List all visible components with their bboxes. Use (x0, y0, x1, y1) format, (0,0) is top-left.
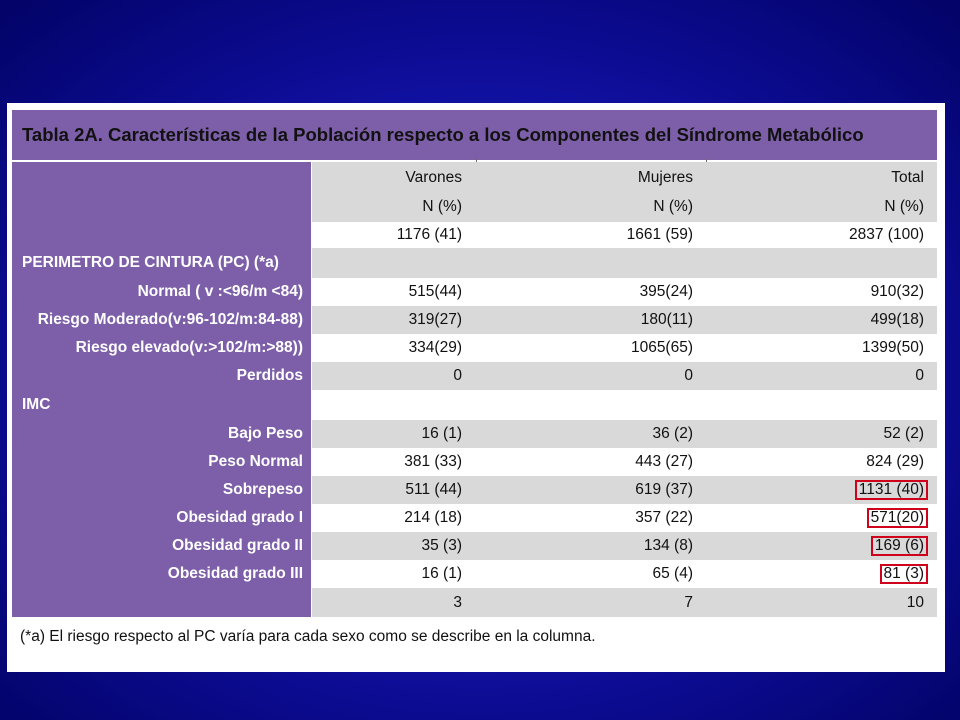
cell-mujeres (476, 248, 706, 278)
cell-varones: 35 (3) (312, 532, 476, 560)
section-row (12, 248, 937, 278)
cell-mujeres: 1065(65) (476, 334, 706, 362)
cell-total: 10 (706, 588, 937, 617)
row-label: Peso Normal (12, 448, 311, 476)
highlight-box: 81 (3) (880, 564, 929, 584)
highlight-box: 1131 (40) (855, 480, 928, 500)
table-row (12, 560, 937, 588)
section-row (12, 390, 937, 420)
column-unit: N (%) (653, 198, 693, 215)
title-bar (12, 110, 937, 160)
table-row (12, 448, 937, 476)
row-label: Normal ( v :<96/m <84) (12, 278, 311, 306)
header-total (706, 162, 937, 222)
table-row (12, 476, 937, 504)
section-label: PERIMETRO DE CINTURA (PC) (*a) (12, 248, 311, 278)
row-label: Obesidad grado III (12, 560, 311, 588)
table-row (12, 334, 937, 362)
cell-varones: 16 (1) (312, 560, 476, 588)
column-name: Mujeres (637, 169, 693, 186)
cell-varones: 511 (44) (312, 476, 476, 504)
column-unit: N (%) (884, 198, 924, 215)
cell-varones: 515(44) (312, 278, 476, 306)
row-label: Riesgo elevado(v:>102/m:>88)) (12, 334, 311, 362)
row-label: Bajo Peso (12, 420, 311, 448)
header-mujeres (476, 162, 706, 222)
row-label (12, 588, 311, 617)
cell-mujeres: 1661 (59) (476, 222, 706, 248)
column-name: Varones (405, 169, 462, 186)
section-label: IMC (12, 390, 311, 420)
cell-total (706, 532, 937, 560)
cell-mujeres: 134 (8) (476, 532, 706, 560)
cell-total: 52 (2) (706, 420, 937, 448)
header-varones (312, 162, 476, 222)
cell-mujeres (476, 390, 706, 420)
cell-varones: 1176 (41) (312, 222, 476, 248)
highlight-box: 571(20) (867, 508, 928, 528)
column-name: Total (891, 169, 924, 186)
row-label: Sobrepeso (12, 476, 311, 504)
table-row (12, 588, 937, 617)
row-label: Perdidos (12, 362, 311, 390)
row-label: Obesidad grado II (12, 532, 311, 560)
cell-mujeres: 619 (37) (476, 476, 706, 504)
cell-total: 824 (29) (706, 448, 937, 476)
highlight-box: 169 (6) (871, 536, 928, 556)
table-row (12, 278, 937, 306)
cell-varones: 381 (33) (312, 448, 476, 476)
table-row (12, 504, 937, 532)
cell-total (706, 504, 937, 532)
row-label (12, 222, 311, 248)
table-header (12, 162, 937, 222)
cell-total (706, 560, 937, 588)
cell-total: 0 (706, 362, 937, 390)
row-label (12, 162, 311, 222)
cell-mujeres: 395(24) (476, 278, 706, 306)
table-row (12, 420, 937, 448)
cell-total: 499(18) (706, 306, 937, 334)
footnote: (*a) El riesgo respecto al PC varía para cada sexo como se describe en la columna. (20, 628, 596, 645)
cell-varones: 319(27) (312, 306, 476, 334)
table-row (12, 362, 937, 390)
row-label: Obesidad grado I (12, 504, 311, 532)
table-row (12, 306, 937, 334)
cell-mujeres: 443 (27) (476, 448, 706, 476)
cell-varones: 3 (312, 588, 476, 617)
cell-mujeres: 180(11) (476, 306, 706, 334)
cell-varones: 214 (18) (312, 504, 476, 532)
slide-title: Tabla 2A. Características de la Población respecto a los Componentes del Síndrome Metabólico (22, 124, 864, 145)
cell-total: 910(32) (706, 278, 937, 306)
cell-total (706, 248, 937, 278)
data-table (12, 162, 937, 617)
column-unit: N (%) (422, 198, 462, 215)
cell-varones: 334(29) (312, 334, 476, 362)
cell-mujeres: 7 (476, 588, 706, 617)
cell-mujeres: 357 (22) (476, 504, 706, 532)
cell-varones: 0 (312, 362, 476, 390)
table-row (12, 222, 937, 248)
cell-total (706, 390, 937, 420)
row-label: Riesgo Moderado(v:96-102/m:84-88) (12, 306, 311, 334)
cell-total (706, 476, 937, 504)
table-card (7, 103, 945, 672)
cell-mujeres: 65 (4) (476, 560, 706, 588)
cell-mujeres: 0 (476, 362, 706, 390)
cell-varones (312, 248, 476, 278)
cell-varones (312, 390, 476, 420)
cell-total: 2837 (100) (706, 222, 937, 248)
cell-total: 1399(50) (706, 334, 937, 362)
table-row (12, 532, 937, 560)
cell-varones: 16 (1) (312, 420, 476, 448)
cell-mujeres: 36 (2) (476, 420, 706, 448)
